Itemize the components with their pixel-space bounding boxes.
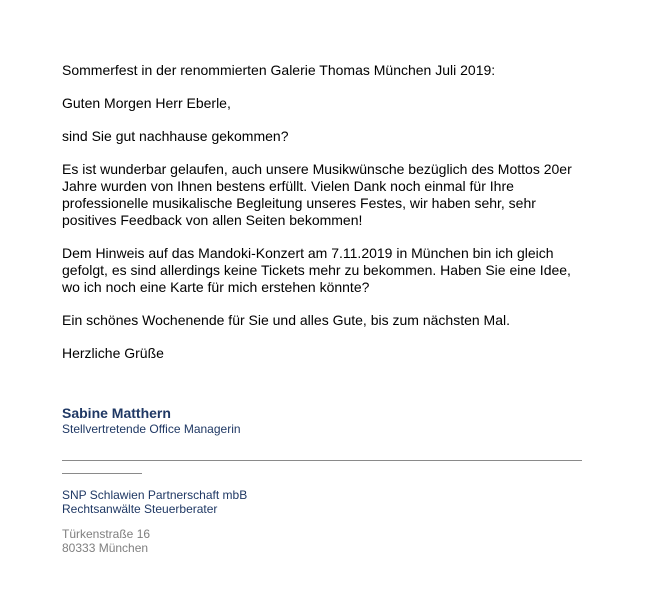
signature-block [62, 405, 592, 437]
email-body [62, 62, 592, 378]
signature-name: Sabine Matthern [62, 405, 171, 421]
company-subtitle: Rechtsanwälte Steuerberater [62, 502, 218, 516]
subject-line: Sommerfest in der renommierten Galerie Thomas München Juli 2019: [62, 62, 496, 78]
greeting: Guten Morgen Herr Eberle, [62, 95, 231, 111]
paragraph-thanks: Es ist wunderbar gelaufen, auch unsere Musikwünsche bezüglich des Mottos 20er Jahre wurden von Ihnen bestens erfüllt. Vielen Dank noch einmal für Ihre professionelle musikalische Begleitung unseres Festes, wir haben sehr, sehr positives Feedback von allen Seiten bekommen! [62, 161, 572, 228]
address-street: Türkenstraße 16 [62, 527, 151, 541]
signature-role: Stellvertretende Office Managerin [62, 422, 241, 436]
company-name: SNP Schlawien Partnerschaft mbB [62, 488, 248, 502]
address-block [62, 527, 150, 555]
question: sind Sie gut nachhause gekommen? [62, 128, 289, 144]
divider-long [62, 460, 582, 461]
paragraph-concert: Dem Hinweis auf das Mandoki-Konzert am 7.11.2019 in München bin ich gleich gefolgt, es sind allerdings keine Tickets mehr zu bekommen. Haben Sie eine Idee, wo ich noch eine Karte für mich erstehen könnte? [62, 245, 571, 295]
address-city: 80333 München [62, 541, 149, 555]
company-block [62, 488, 247, 516]
closing: Herzliche Grüße [62, 345, 164, 361]
paragraph-wishes: Ein schönes Wochenende für Sie und alles Gute, bis zum nächsten Mal. [62, 312, 510, 328]
divider-short [62, 473, 142, 474]
